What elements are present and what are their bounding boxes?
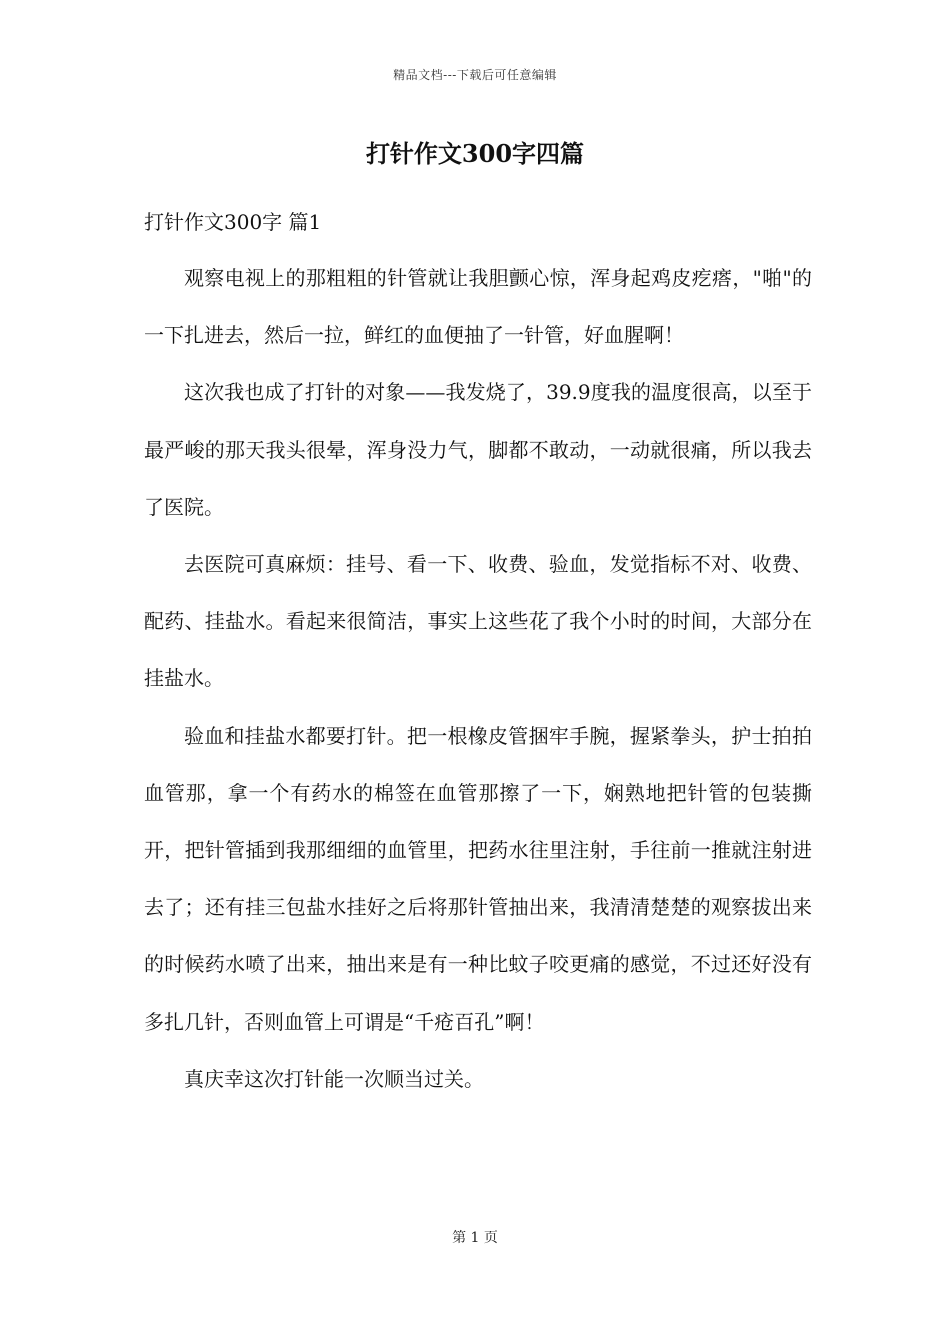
- paragraph: 去医院可真麻烦：挂号、看一下、收费、验血，发觉指标不对、收费、配药、挂盐水。看起来很简洁，事实上这些花了我个小时的时间，大部分在挂盐水。: [144, 552, 812, 691]
- paragraph: 真庆幸这次打针能一次顺当过关。: [184, 1066, 484, 1091]
- paragraph: 验血和挂盐水都要打针。把一根橡皮管捆牢手腕，握紧拳头，护士拍拍血管那，拿一个有药水的棉签在血管那擦了一下，娴熟地把针管的包装撕开，把针管插到我那细细的血管里，把药水往里注射，手往前一推就注射进去了；还有挂三包盐水挂好之后将那针管抽出来，我清清楚楚的观察拔出来的时候药水喷了出来，抽出来是有一种比蚊子咬更痛的感觉，不过还好没有多扎几针，否则血管上可谓是“千疮百孔”啊！: [144, 723, 812, 1034]
- document-title: 打针作文300字四篇: [365, 139, 585, 168]
- paragraph: 观察电视上的那粗粗的针管就让我胆颤心惊，浑身起鸡皮疙瘩，"啪"的一下扎进去，然后一拉，鲜红的血便抽了一针管，好血腥啊！: [144, 266, 812, 348]
- document-body: [144, 250, 812, 1108]
- page-header: 精品文档---下载后可任意编辑: [393, 68, 557, 82]
- page-number: 第 1 页: [452, 1230, 498, 1246]
- paragraph: 这次我也成了打针的对象——我发烧了，39.9度我的温度很高，以至于最严峻的那天我头很晕，浑身没力气，脚都不敢动，一动就很痛，所以我去了医院。: [144, 380, 812, 519]
- section-heading: 打针作文300字 篇1: [144, 210, 322, 234]
